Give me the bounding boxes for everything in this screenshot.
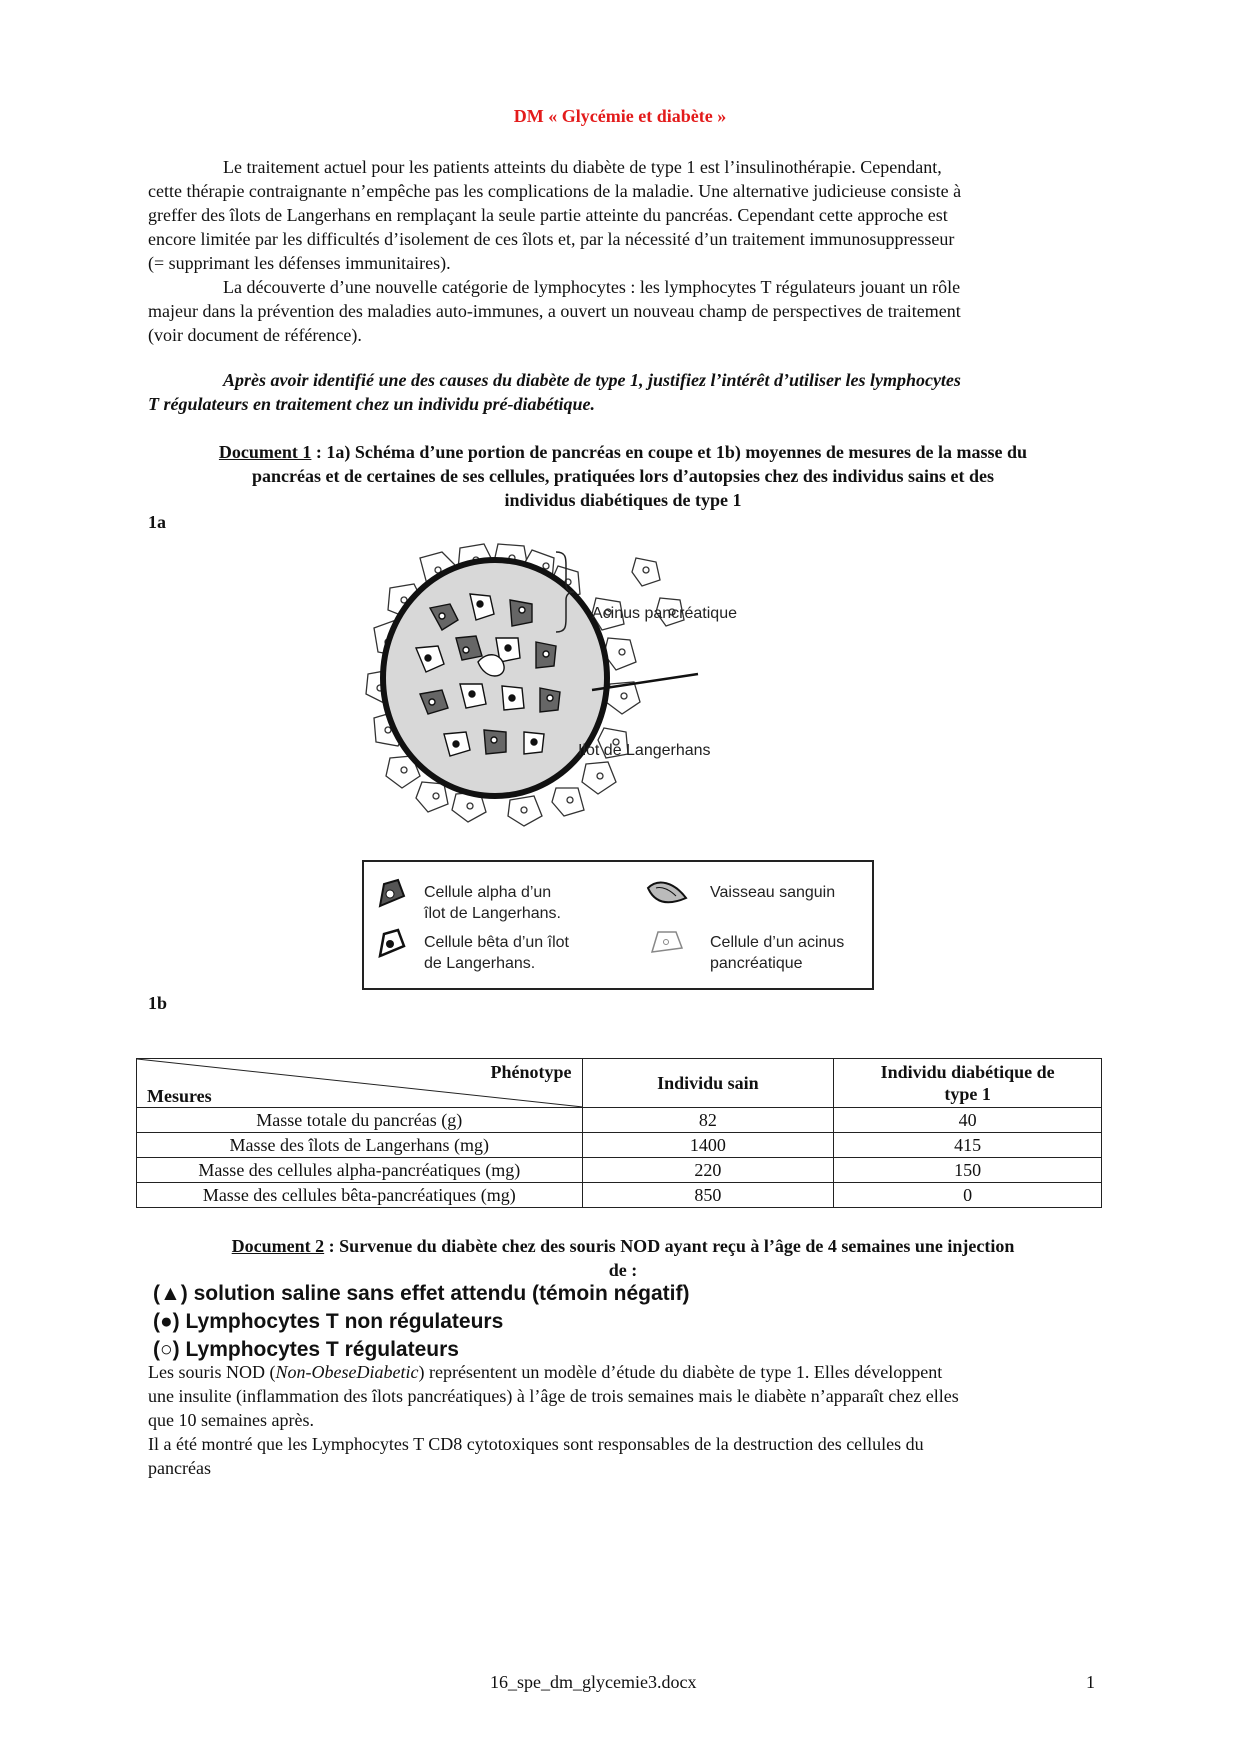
header-line: Individu diabétique de [880, 1062, 1055, 1082]
acinus-cell-icon [646, 926, 686, 962]
legend-line: Cellule bêta d’un îlot [424, 934, 569, 951]
header-line: type 1 [944, 1084, 991, 1104]
table-row [137, 1158, 1102, 1183]
row-label: Masse totale du pancréas (g) [137, 1108, 583, 1133]
cell-diabetic: 0 [834, 1183, 1102, 1208]
legend-line: Cellule d’un acinus [710, 934, 845, 951]
cell-healthy: 1400 [582, 1133, 834, 1158]
table-header-row [137, 1059, 1102, 1108]
legend-line: pancréatique [710, 955, 803, 972]
title-text: : 1a) Schéma d’une portion de pancréas en coupe et 1b) moyennes de mesures de la masse du [311, 442, 1028, 462]
document-title: DM « Glycémie et diabète » [513, 106, 727, 126]
vessel-legend-text: Vaisseau sanguin [710, 884, 836, 901]
blood-vessel-icon [644, 876, 690, 906]
document-2-label: Document 2 [231, 1236, 325, 1256]
islet-label: Ilot de Langerhans [578, 742, 711, 759]
cell-healthy: 850 [582, 1183, 834, 1208]
title-text: : Survenue du diabète chez des souris NOD ayant reçu à l’âge de 4 semaines une injection [324, 1236, 1015, 1256]
acinus-cell-legend-text [710, 932, 844, 974]
text-line: cette thérapie contraignante n’empêche pas les complications de la maladie. Une alternative judicieuse consiste à [148, 181, 962, 201]
legend-regulatory: (○) Lymphocytes T régulateurs [153, 1338, 459, 1361]
footer-filename: 16_spe_dm_glycemie3.docx [490, 1672, 697, 1692]
text-line: Le traitement actuel pour les patients atteints du diabète de type 1 est l’insulinothérapie. Cependant, [223, 157, 942, 177]
beta-cell-icon [374, 926, 408, 962]
text-fragment: ) représentent un modèle d’étude du diabète de type 1. Elles développent [418, 1362, 943, 1382]
intro-paragraph-2 [148, 275, 1098, 347]
measures-header: Mesures [147, 1086, 212, 1106]
legend-line: de Langerhans. [424, 955, 536, 972]
table-row [137, 1183, 1102, 1208]
subsection-1a-label: 1a [148, 512, 166, 532]
pancreas-measurements-table [136, 1058, 1102, 1208]
alpha-cell-legend-text [424, 882, 561, 924]
legend-non-regulatory: (●) Lymphocytes T non régulateurs [153, 1310, 504, 1333]
cell-diabetic: 415 [834, 1133, 1102, 1158]
legend-line: îlot de Langerhans. [424, 905, 561, 922]
document-2-title [148, 1234, 1098, 1282]
text-fragment: Les souris NOD ( [148, 1362, 276, 1382]
islet-of-langerhans [383, 560, 607, 796]
phenotype-header: Phénotype [490, 1062, 572, 1082]
intro-paragraph-1 [148, 155, 1098, 275]
text-line: une insulite (inflammation des îlots pancréatiques) à l’âge de trois semaines mais le diabète n’apparaît chez elles [148, 1386, 959, 1406]
table-row [137, 1108, 1102, 1133]
document-2-body [148, 1360, 1098, 1480]
row-label: Masse des cellules bêta-pancréatiques (mg) [137, 1183, 583, 1208]
document-2-legend [153, 1280, 689, 1364]
footer-page-number: 1 [1086, 1672, 1095, 1692]
column-header-healthy: Individu sain [582, 1059, 834, 1108]
text-line: (= supprimant les défenses immunitaires). [148, 253, 451, 273]
text-line: La découverte d’une nouvelle catégorie de lymphocytes : les lymphocytes T régulateurs jouant un rôle [223, 277, 961, 297]
diagram-legend-box [362, 860, 874, 990]
title-text: individus diabétiques de type 1 [504, 490, 742, 510]
document-1-title [148, 440, 1098, 512]
column-header-diabetic [834, 1059, 1102, 1108]
subsection-1b-label: 1b [148, 993, 168, 1013]
text-line: (voir document de référence). [148, 325, 362, 345]
beta-cell-legend-text [424, 932, 569, 974]
alpha-cell-icon [374, 876, 408, 912]
text-line: greffer des îlots de Langerhans en remplaçant la seule partie atteinte du pancréas. Cependant cette approche est [148, 205, 948, 225]
text-line: Après avoir identifié une des causes du diabète de type 1, justifiez l’intérêt d’utiliser les lymphocytes [223, 370, 961, 390]
document-1-label: Document 1 [218, 442, 312, 462]
title-text: de : [608, 1260, 638, 1280]
text-line: que 10 semaines après. [148, 1410, 314, 1430]
table-corner-cell [137, 1059, 583, 1108]
acinus-label: Acinus pancréatique [592, 605, 737, 622]
cell-diabetic: 150 [834, 1158, 1102, 1183]
text-fragment-italic: Non-ObeseDiabetic [275, 1362, 419, 1382]
text-line: majeur dans la prévention des maladies auto-immunes, a ouvert un nouveau champ de perspectives de traitement [148, 301, 961, 321]
cell-diabetic: 40 [834, 1108, 1102, 1133]
table-row [137, 1133, 1102, 1158]
cell-healthy: 82 [582, 1108, 834, 1133]
text-line [148, 1360, 1098, 1384]
text-line: T régulateurs en traitement chez un individu pré-diabétique. [148, 394, 596, 414]
title-text: pancréas et de certaines de ses cellules, pratiquées lors d’autopsies chez des individus sains et des [252, 466, 994, 486]
assignment-question [148, 368, 1098, 416]
text-line: Il a été montré que les Lymphocytes T CD8 cytotoxiques sont responsables de la destruction des cellules du [148, 1434, 924, 1454]
text-line: encore limitée par les difficultés d’isolement de ces îlots et, par la nécessité d’un traitement immunosuppresseur [148, 229, 955, 249]
cell-healthy: 220 [582, 1158, 834, 1183]
row-label: Masse des cellules alpha-pancréatiques (mg) [137, 1158, 583, 1183]
legend-line: Cellule alpha d’un [424, 884, 552, 901]
pancreas-section-diagram [360, 538, 880, 838]
row-label: Masse des îlots de Langerhans (mg) [137, 1133, 583, 1158]
legend-saline: (▲) solution saline sans effet attendu (témoin négatif) [153, 1282, 690, 1305]
text-line: pancréas [148, 1458, 211, 1478]
